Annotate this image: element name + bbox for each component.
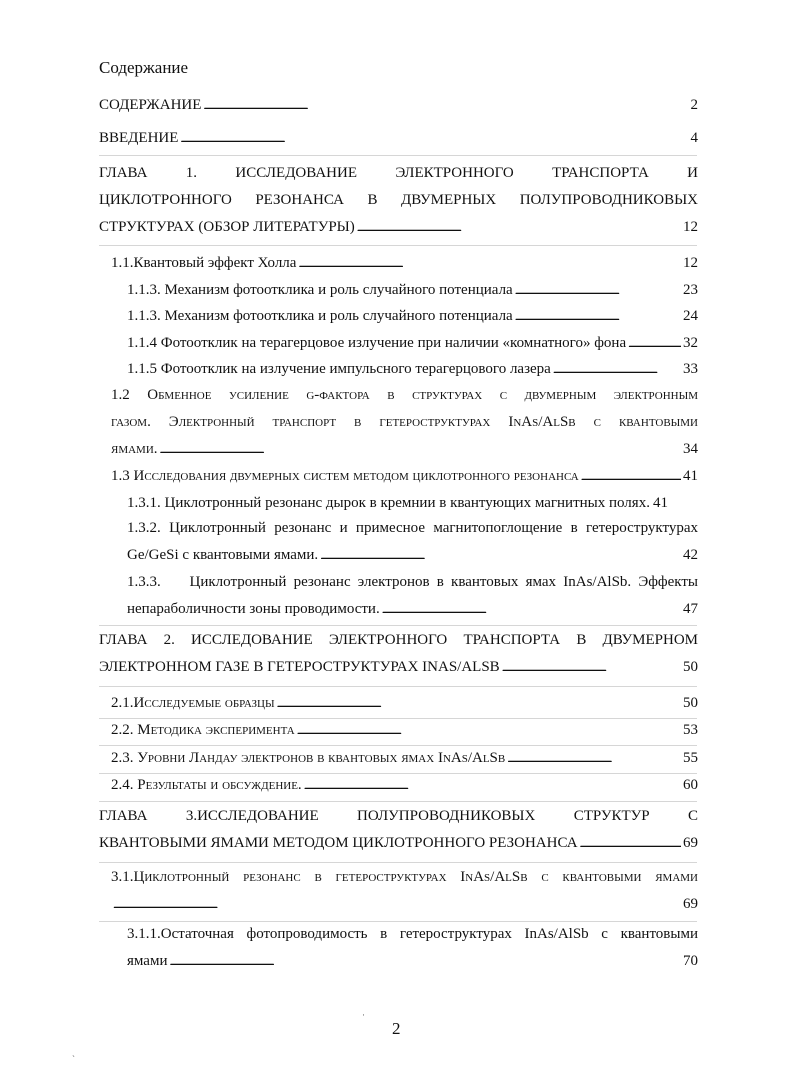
entry-page: 2	[690, 97, 698, 113]
entry-page: 50	[683, 659, 698, 675]
divider	[99, 155, 697, 156]
entry-text: Ge/GeSi с квантовыми ямами.	[127, 547, 319, 563]
toc-entry[interactable]	[111, 716, 698, 745]
entry-text: непараболичности зоны проводимости.	[127, 601, 380, 617]
entry-page: 70	[683, 953, 698, 969]
entry-page: 41	[683, 468, 698, 484]
entry-text: ЭЛЕКТРОННОМ ГАЗЕ В ГЕТЕРОСТРУКТУРАХ INAS/ALSB	[99, 659, 500, 675]
entry-text: 2.4. Результаты и обсуждение.	[111, 777, 302, 793]
entry-text: 2.1.Исследуемые образцы	[111, 695, 275, 711]
entry-page: 32	[683, 335, 698, 351]
toc-entry[interactable]	[127, 276, 698, 305]
entry-line: газом. Электронный транспорт в гетероструктурах InAs/AlSb с квантовыми	[111, 414, 698, 430]
entry-text: 2.2. Методика эксперимента	[111, 722, 295, 738]
divider	[99, 862, 697, 863]
toc-entry[interactable]	[99, 627, 698, 682]
entry-line: ЦИКЛОТРОННОГО РЕЗОНАНСА В ДВУМЕРНЫХ ПОЛУПРОВОДНИКОВЫХ	[99, 192, 698, 208]
entry-text: 1.3.1. Циклотронный резонанс дырок в кремнии в квантующих магнитных полях.	[127, 495, 650, 511]
entry-line: 3.1.1.Остаточная фотопроводимость в гетероструктурах InAs/AlSb с квантовыми	[127, 926, 698, 942]
toc-entry[interactable]	[127, 569, 698, 624]
toc-title: Содержание	[99, 58, 189, 77]
entry-text: ВВЕДЕНИЕ	[99, 130, 179, 146]
entry-text: 1.3 Исследования двумерных систем методом циклотронного резонанса	[111, 468, 579, 484]
entry-page: 12	[683, 219, 698, 235]
entry-page: 23	[683, 282, 698, 298]
entry-text: 2.3. Уровни Ландау электронов в квантовых ямах InAs/AlSb	[111, 750, 506, 766]
scan-speck: ·	[362, 1010, 365, 1020]
entry-line: 1.2 Обменное усиление g-фактора в структурах с двумерным электронным	[111, 387, 698, 403]
entry-page: 41	[652, 495, 668, 511]
entry-line: ГЛАВА 1. ИССЛЕДОВАНИЕ ЭЛЕКТРОННОГО ТРАНСПОРТА И	[99, 165, 698, 181]
toc-entry[interactable]	[111, 382, 698, 464]
entry-line: 3.1.Циклотронный резонанс в гетероструктурах InAs/AlSb с квантовыми ямами	[111, 869, 698, 885]
entry-line: ГЛАВА 3.ИССЛЕДОВАНИЕ ПОЛУПРОВОДНИКОВЫХ СТРУКТУР С	[99, 808, 698, 824]
entry-text: 1.1.5 Фотоотклик на излучение импульсного терагерцового лазера	[127, 361, 551, 377]
entry-page: 69	[683, 835, 698, 851]
toc-entry[interactable]	[127, 329, 698, 358]
divider	[99, 245, 697, 246]
entry-page: 50	[683, 695, 698, 711]
toc-entry[interactable]	[127, 355, 698, 384]
toc-entry[interactable]	[99, 160, 698, 242]
entry-page: 53	[683, 722, 698, 738]
entry-text: 1.1.Квантовый эффект Холла	[111, 255, 297, 271]
entry-page: 55	[683, 750, 698, 766]
scan-speck: ˎ	[72, 1047, 75, 1057]
entry-page: 33	[683, 361, 698, 377]
toc-entry[interactable]	[111, 689, 698, 718]
divider	[99, 801, 697, 802]
page-number: 2	[392, 1019, 401, 1038]
divider	[99, 686, 697, 687]
entry-text: 1.1.3. Механизм фотоотклика и роль случайного потенциала	[127, 308, 513, 324]
toc-entry[interactable]	[111, 744, 698, 773]
entry-page: 47	[683, 601, 698, 617]
entry-page: 69	[683, 896, 698, 912]
entry-line: 1.3.2. Циклотронный резонанс и примесное магнитопоглощение в гетероструктурах	[127, 520, 698, 536]
entry-page: 4	[690, 130, 698, 146]
toc-entry[interactable]	[111, 249, 698, 278]
toc-entry[interactable]	[127, 515, 698, 570]
entry-text: СТРУКТУРАХ (ОБЗОР ЛИТЕРАТУРЫ)	[99, 219, 355, 235]
entry-text: 1.1.4 Фотоотклик на терагерцовое излучение при наличии «комнатного» фона	[127, 335, 627, 351]
entry-text: ямами.	[111, 441, 158, 457]
toc-entry[interactable]	[127, 921, 698, 976]
entry-text: ямами	[127, 953, 168, 969]
entry-text: КВАНТОВЫМИ ЯМАМИ МЕТОДОМ ЦИКЛОТРОННОГО РЕЗОНАНСА	[99, 835, 578, 851]
toc-entry[interactable]	[99, 803, 698, 858]
entry-page: 42	[683, 547, 698, 563]
entry-page: 24	[683, 308, 698, 324]
entry-line: 1.3.3. Циклотронный резонанс электронов в квантовых ямах InAs/AlSb. Эффекты	[127, 574, 698, 590]
toc-entry[interactable]	[111, 462, 698, 491]
toc-entry[interactable]	[127, 302, 698, 331]
toc-entry[interactable]	[111, 864, 698, 919]
entry-page: 34	[683, 441, 698, 457]
toc-entry[interactable]	[111, 771, 698, 800]
entry-line: ГЛАВА 2. ИССЛЕДОВАНИЕ ЭЛЕКТРОННОГО ТРАНСПОРТА В ДВУМЕРНОМ	[99, 632, 698, 648]
entry-page: 60	[683, 777, 698, 793]
toc-entry[interactable]	[127, 489, 698, 517]
entry-page: 12	[683, 255, 698, 271]
divider	[99, 625, 697, 626]
entry-text: 1.1.3. Механизм фотоотклика и роль случайного потенциала	[127, 282, 513, 298]
toc-entry[interactable]	[99, 124, 698, 153]
entry-text: СОДЕРЖАНИЕ	[99, 97, 202, 113]
toc-entry[interactable]	[99, 91, 698, 120]
